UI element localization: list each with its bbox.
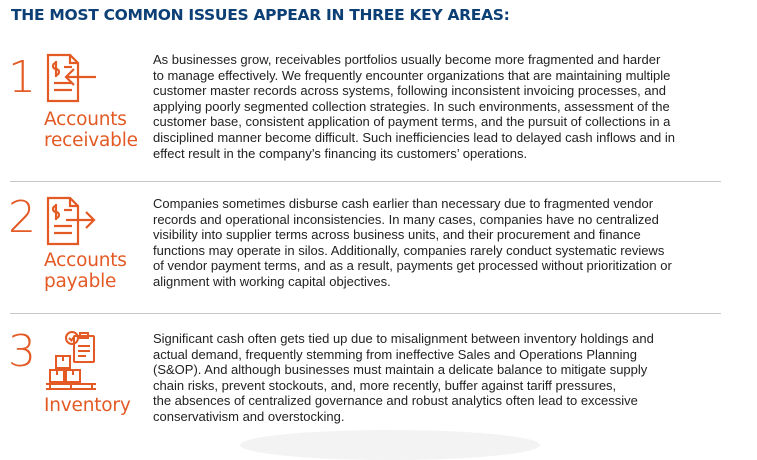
text-line: chain risks, prevent stockouts, and, more recently, buffer against tariff pressures, xyxy=(153,377,617,393)
section-label xyxy=(44,395,131,416)
text-line: As businesses grow, receivables portfolios usually become more fragmented and harder xyxy=(153,52,661,67)
text-line: applying poorly segmented collection strategies. In such environments, assessment of the xyxy=(153,98,670,114)
text-line: (S&OP). And although businesses must maintain a delicate balance to mitigate supply xyxy=(153,362,648,378)
section-number: 3 xyxy=(8,326,36,377)
text-line: actual demand, frequently stemming from ineffective Sales and Operations Planning xyxy=(153,346,637,362)
section-divider xyxy=(10,181,721,182)
text-line: of vendor payment terms, and as a result, payments get processed without prioritization or xyxy=(153,258,672,274)
label-line: Accounts xyxy=(44,109,127,130)
text-line: effect result in the company’s financing its customers’ operations. xyxy=(153,145,528,161)
page-heading: THE MOST COMMON ISSUES APPEAR IN THREE KEY AREAS: xyxy=(11,6,510,24)
text-line: visibility into supplier terms across business units, and their procurement and finance xyxy=(153,227,641,243)
document-arrow-out-icon xyxy=(44,196,98,248)
section-number: 1 xyxy=(8,52,36,103)
section-divider xyxy=(10,313,721,314)
inventory-boxes-icon xyxy=(44,330,100,392)
label-line: Inventory xyxy=(44,395,131,416)
text-line: disciplined manner become difficult. Such inefficiencies lead to delayed cash inflows and in xyxy=(153,129,675,145)
text-line: customer base, consistent application of payment terms, and the pursuit of collections in a xyxy=(153,114,671,130)
text-line: alignment with working capital objectives. xyxy=(153,273,391,289)
section-description xyxy=(153,52,675,161)
section-description xyxy=(153,331,654,425)
document-arrow-in-icon xyxy=(44,53,98,105)
text-line: records and operational inconsistencies. In many cases, companies have no centralized xyxy=(153,211,659,227)
text-line: Companies sometimes disburse cash earlier than necessary due to fragmented vendor xyxy=(153,196,654,211)
text-line: customer master records across systems, following inconsistent invoicing processes, and xyxy=(153,83,666,99)
label-line: payable xyxy=(44,271,117,292)
bottom-shadow xyxy=(240,430,540,460)
section-number: 2 xyxy=(8,192,36,243)
text-line: the absences of centralized governance and robust analytics often lead to excessive xyxy=(153,393,638,409)
section-description xyxy=(153,196,672,290)
section-label xyxy=(44,250,127,292)
text-line: Significant cash often gets tied up due to misalignment between inventory holdings and xyxy=(153,331,654,346)
section-label xyxy=(44,109,138,151)
text-line: conservativism and overstocking. xyxy=(153,408,345,424)
label-line: Accounts xyxy=(44,250,127,271)
text-line: functions may operate in silos. Additionally, companies rarely conduct systematic reviews xyxy=(153,242,665,258)
text-line: to manage effectively. We frequently encounter organizations that are maintaining multiple xyxy=(153,67,671,83)
label-line: receivable xyxy=(44,130,138,151)
